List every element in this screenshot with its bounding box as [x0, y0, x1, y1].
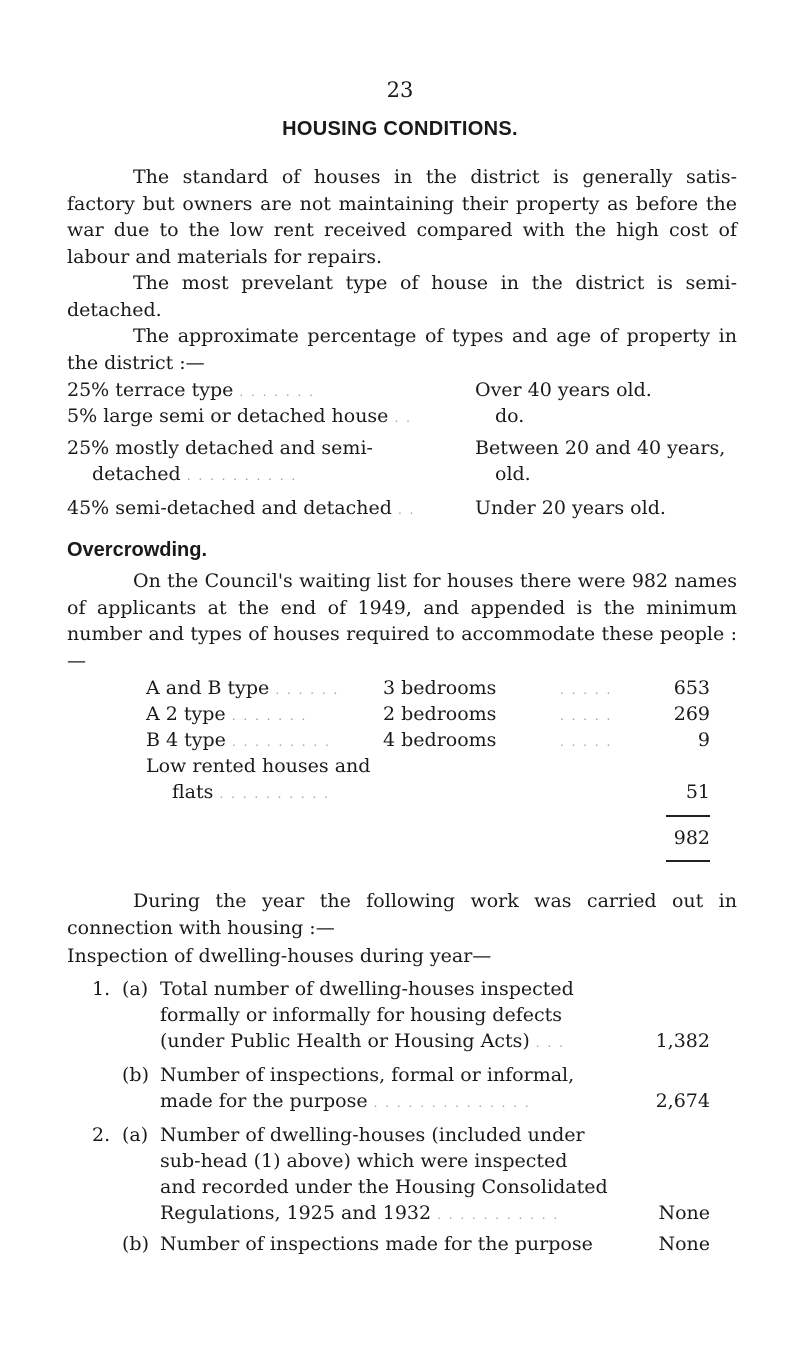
table-row: A and B type . . . . . . — [146, 677, 340, 699]
inspection-heading: Inspection of dwelling-houses during year— — [67, 945, 492, 967]
item-value: 2,674 — [655, 1090, 710, 1112]
bedrooms: 4 bedrooms — [383, 729, 497, 751]
list-item — [67, 435, 373, 461]
item-number: 1. — [92, 978, 111, 1000]
leader-dots: . . . . . . . — [239, 385, 315, 399]
item-line: sub-head (1) above) which were inspected — [160, 1150, 568, 1172]
item-value: None — [658, 1233, 710, 1255]
house-type: B 4 type — [146, 729, 226, 751]
leader-dots: . . . . . — [560, 709, 613, 723]
pct-value: 5% — [67, 405, 98, 427]
age-label: Over 40 years old. — [475, 379, 652, 401]
bedrooms: 2 bedrooms — [383, 703, 497, 725]
count: 51 — [685, 781, 710, 803]
item-sub: (b) — [122, 1064, 149, 1086]
pct-value: 45% — [67, 497, 110, 519]
count: 269 — [673, 703, 710, 725]
paragraph-percentage-intro: The approximate percentage of types and age of property in the district :— — [67, 325, 737, 374]
item-line: Number of dwelling-houses (included under — [160, 1124, 585, 1146]
item-sub: (b) — [122, 1233, 149, 1255]
item-value: 1,382 — [655, 1030, 710, 1052]
item-line: made for the purpose . . . . . . . . . . . . . . — [160, 1090, 531, 1112]
table-row — [146, 753, 370, 779]
type-label: semi-detached and detached — [115, 497, 392, 519]
table-row: B 4 type . . . . . . . . . — [146, 729, 331, 751]
paragraph-standard: The standard of houses in the district is generally satis-factory but owners are not maintaining their property as before the war due to the low rent received compared with the high cost of labour and materials for repairs. — [67, 166, 737, 268]
item-line: Regulations, 1925 and 1932 . . . . . . . . . . . — [160, 1202, 560, 1224]
age-label-cont: old. — [495, 463, 531, 485]
type-label: mostly detached and semi- — [115, 437, 373, 459]
item-sub: (a) — [122, 978, 149, 1000]
item-value: None — [658, 1202, 710, 1224]
house-type: A 2 type — [146, 703, 226, 725]
item-line: (under Public Health or Housing Acts) . . . — [160, 1030, 565, 1052]
item-line: formally or informally for housing defects — [160, 1004, 563, 1026]
item-number: 2. — [92, 1124, 111, 1146]
item-line: Number of inspections, formal or informal, — [160, 1064, 575, 1086]
age-label: Under 20 years old. — [475, 497, 666, 519]
pct-value: 25% — [67, 379, 110, 401]
house-type-cont: flats . . . . . . . . . . — [172, 781, 330, 803]
type-label: large semi or detached house — [103, 405, 389, 427]
age-label: Between 20 and 40 years, — [475, 437, 726, 459]
bedrooms: 3 bedrooms — [383, 677, 497, 699]
house-type: A and B type — [146, 677, 270, 699]
total-rule-bottom — [666, 860, 710, 862]
item-line: Number of inspections made for the purpose — [160, 1233, 593, 1255]
house-type: Low rented houses and — [146, 755, 371, 777]
count: 9 — [697, 729, 710, 751]
leader-dots: . . . . . — [560, 683, 613, 697]
type-label-cont: detached . . . . . . . . . . — [92, 463, 298, 485]
leader-dots: . . . . . — [560, 735, 613, 749]
page-title: HOUSING CONDITIONS. — [282, 118, 518, 140]
total-count: 982 — [673, 827, 710, 849]
paragraph-prevalent-type: The most prevelant type of house in the district is semi-detached. — [67, 272, 737, 321]
leader-dots: . . — [394, 411, 412, 425]
list-item — [67, 377, 315, 405]
pct-value: 25% — [67, 437, 110, 459]
item-sub: (a) — [122, 1124, 149, 1146]
type-label: terrace type — [115, 379, 234, 401]
count: 653 — [673, 677, 710, 699]
page-number: 23 — [386, 78, 414, 102]
item-line: and recorded under the Housing Consolidated — [160, 1176, 608, 1198]
section-heading-overcrowding: Overcrowding. — [67, 539, 208, 561]
leader-dots: . . — [397, 503, 416, 517]
age-label: do. — [495, 405, 525, 427]
total-rule-top — [666, 815, 710, 817]
list-item — [67, 495, 415, 523]
table-row: A 2 type . . . . . . . — [146, 703, 308, 725]
item-line: Total number of dwelling-houses inspected — [160, 978, 574, 1000]
list-item — [67, 403, 412, 431]
paragraph-waiting-list: On the Council's waiting list for houses there were 982 names of applicants at the end of 1949, and appended is the minimum number and types of houses required to accommodate these people :— — [67, 570, 737, 672]
paragraph-work-intro: During the year the following work was carried out in connection with housing :— — [67, 890, 737, 939]
leader-dots: . . . . . . . . . . — [186, 469, 298, 483]
